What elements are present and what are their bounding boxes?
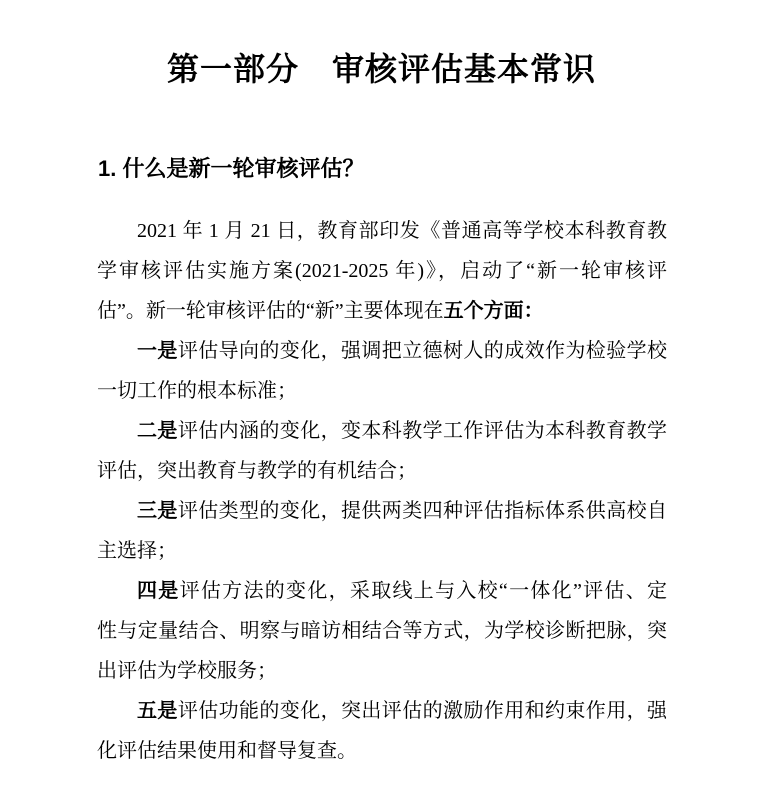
- text-line: [97, 251, 667, 291]
- text-segment: 评估导向的变化，强调把立德树人的成效作为检验学校: [177, 339, 668, 362]
- text-segment: 出评估为学校服务；: [97, 659, 277, 682]
- bold-text-segment: 二是: [137, 419, 178, 442]
- text-segment: 评估功能的变化，突出评估的激励作用和约束作用，强: [177, 699, 668, 722]
- text-line: [97, 371, 667, 411]
- text-line: [97, 211, 667, 251]
- text-line: [97, 331, 667, 371]
- bold-text-segment: 五个方面：: [443, 299, 544, 322]
- text-segment: 2021 年 1 月 21 日，教育部印发《普通高等学校本科教育教: [137, 219, 667, 242]
- text-line: [97, 731, 667, 771]
- text-line: [97, 651, 667, 691]
- bold-text-segment: 四是: [137, 579, 180, 602]
- text-segment: 估”。新一轮审核评估的“新”主要体现在: [97, 299, 444, 322]
- bold-text-segment: 一是: [137, 339, 178, 362]
- text-segment: 学审核评估实施方案(2021-2025 年)》，启动了“新一轮审核评: [97, 259, 667, 282]
- text-segment: 性与定量结合、明察与暗访相结合等方式，为学校诊断把脉，突: [97, 619, 667, 642]
- text-segment: 评估方法的变化，采取线上与入校“一体化”评估、定: [179, 579, 668, 602]
- text-segment: 评估内涵的变化，变本科教学工作评估为本科教育教学: [177, 419, 668, 442]
- text-segment: 一切工作的根本标准；: [97, 379, 297, 402]
- body-text: [97, 211, 667, 771]
- text-line: [97, 611, 667, 651]
- bold-text-segment: 五是: [137, 699, 178, 722]
- text-line: [97, 491, 667, 531]
- text-segment: 评估，突出教育与教学的有机结合；: [97, 459, 417, 482]
- text-segment: 化评估结果使用和督导复查。: [97, 739, 357, 762]
- bold-text-segment: 三是: [137, 499, 178, 522]
- text-segment: 评估类型的变化，提供两类四种评估指标体系供高校自: [177, 499, 668, 522]
- text-segment: 主选择；: [97, 539, 177, 562]
- section-heading: 1. 什么是新一轮审核评估？: [98, 156, 365, 182]
- document-title: 第一部分 审核评估基本常识: [166, 51, 596, 87]
- text-line: [97, 411, 667, 451]
- text-line: [97, 691, 667, 731]
- text-line: [97, 531, 667, 571]
- text-line: [97, 571, 667, 611]
- text-line: [97, 291, 667, 331]
- text-line: [97, 451, 667, 491]
